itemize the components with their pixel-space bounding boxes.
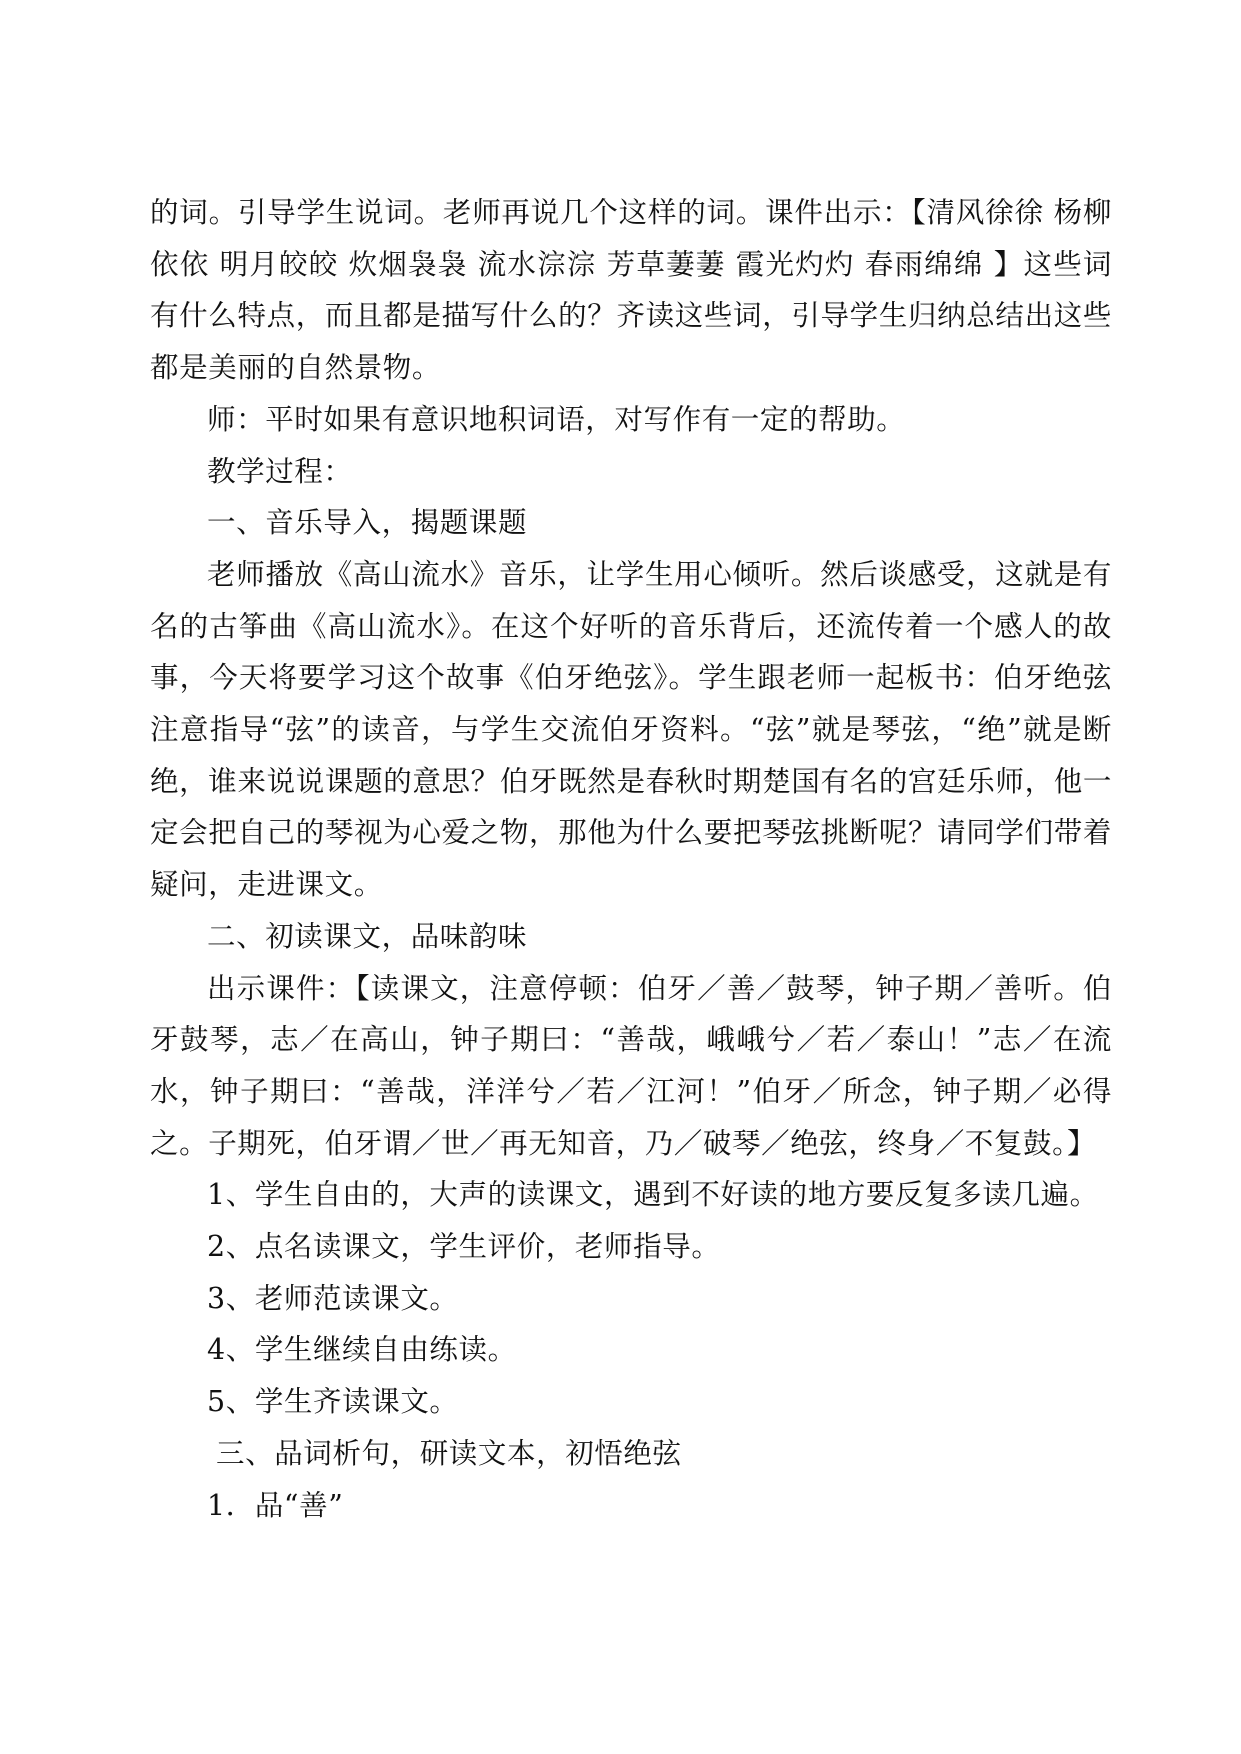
- list-item-5: 5、学生齐读课文。: [207, 1385, 459, 1419]
- list-item-4: 4、学生继续自由练读。: [207, 1333, 517, 1367]
- paragraph-music-intro: 老师播放《高山流水》音乐，让学生用心倾听。然后谈感受，这就是有名的古筝曲《高山流水》。在这个好听的音乐背后，还流传着一个感人的故事，今天将要学习这个故事《伯牙绝弦》。学生跟老师一起板书：伯牙绝弦注意指导“弦”的读音，与学生交流伯牙资料。“弦”就是琴弦，“绝”就是断绝，谁来说说课题的意思？伯牙既然是春秋时期楚国有名的宫廷乐师，他一定会把自己的琴视为心爱之物，那他为什么要把琴弦挑断呢？请同学们带着疑问，走进课文。: [150, 557, 1112, 902]
- section-heading-2: 二、初读课文，品味韵味: [207, 919, 528, 953]
- paragraph-teaching-process-heading: 教学过程：: [207, 454, 353, 488]
- section-heading-1: 一、音乐导入，揭题课题: [207, 506, 528, 540]
- subsection-heading-1: 1．品“善”: [207, 1488, 344, 1522]
- paragraph-intro-words: 的词。引导学生说词。老师再说几个这样的词。课件出示：【清风徐徐 杨柳依依 明月皎皎 炊烟袅袅 流水淙淙 芳草萋萋 霞光灼灼 春雨绵绵 】这些词有什么特点，而且都是描写什么的？齐读这些词，引导学生归纳总结出这些都是美丽的自然景物。: [150, 196, 1112, 385]
- list-item-3: 3、老师范读课文。: [207, 1281, 459, 1315]
- section-heading-3: 三、品词析句，研读文本，初悟绝弦: [216, 1436, 682, 1470]
- paragraph-teacher-remark: 师：平时如果有意识地积词语，对写作有一定的帮助。: [207, 402, 906, 436]
- list-item-1: 1、学生自由的，大声的读课文，遇到不好读的地方要反复多读几遍。: [207, 1178, 1099, 1212]
- document-page: [150, 187, 1112, 1531]
- paragraph-courseware-reading: 出示课件：【读课文，注意停顿：伯牙／善／鼓琴，钟子期／善听。伯牙鼓琴，志／在高山，钟子期曰：“善哉，峨峨兮／若／泰山！”志／在流水，钟子期曰：“善哉，洋洋兮／若／江河！”伯牙／所念，钟子期／必得之。子期死，伯牙谓／世／再无知音，乃／破琴／绝弦，终身／不复鼓。】: [150, 971, 1112, 1160]
- list-item-2: 2、点名读课文，学生评价，老师指导。: [207, 1230, 721, 1264]
